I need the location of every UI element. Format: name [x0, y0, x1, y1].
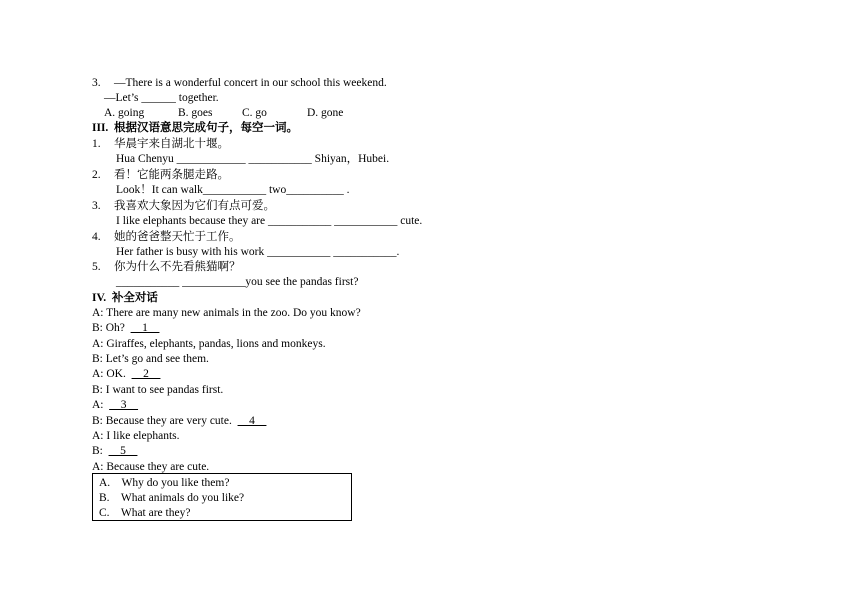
- choice-c: C. What are they?: [99, 507, 191, 519]
- dialogue-blank-3: __3__: [109, 399, 138, 411]
- dialogue-blank-4: __4__: [237, 415, 267, 427]
- s3-item2-number: 2.: [92, 169, 101, 181]
- dialogue-line: [92, 352, 209, 366]
- dialogue-blank-2: __2__: [131, 368, 161, 380]
- q3-option-d: D. gone: [307, 107, 344, 119]
- dialogue-text: B:: [92, 445, 109, 457]
- s3-item5-cn: [92, 260, 241, 274]
- s3-item2-chinese: 看！它能两条腿走路。: [114, 169, 229, 181]
- s3-item1-number: 1.: [92, 138, 101, 150]
- q3-text: —There is a wonderful concert in our school this weekend.: [114, 77, 387, 89]
- dialogue-text: A: OK.: [92, 368, 132, 380]
- s3-item5-number: 5.: [92, 261, 101, 273]
- dialogue-text: A: I like elephants.: [92, 430, 180, 442]
- dialogue-line: [92, 398, 138, 412]
- dialogue-blank-5: __5__: [108, 445, 138, 457]
- s3-item3-chinese: 我喜欢大象因为它们有点可爱。: [114, 200, 275, 212]
- s3-item3-cn: [92, 199, 275, 213]
- dialogue-text: A: There are many new animals in the zoo. Do you know?: [92, 307, 361, 319]
- section4-title: IV. 补全对话: [92, 292, 158, 304]
- s3-item2-cn: [92, 168, 229, 182]
- s3-item2-en: Look！It can walk___________ two__________ .: [116, 184, 350, 196]
- dialogue-text: B: Because they are very cute.: [92, 415, 238, 427]
- q3-option-b: B. goes: [178, 107, 213, 119]
- section3-title: III. 根据汉语意思完成句子，每空一词。: [92, 122, 299, 134]
- dialogue-line: [92, 321, 159, 335]
- dialogue-line: [92, 306, 361, 320]
- q3-options: [104, 106, 343, 120]
- s3-item5-en: ___________ ___________you see the pandas first?: [116, 276, 359, 288]
- s3-item1-cn: [92, 137, 229, 151]
- q3-option-c: C. go: [242, 107, 267, 119]
- s3-item1-en: Hua Chenyu ____________ ___________ Shiyan，Hubei.: [116, 153, 390, 165]
- s3-item4-cn: [92, 230, 241, 244]
- q3-line1: [92, 76, 387, 90]
- dialogue-line: [92, 444, 137, 458]
- dialogue-line: [92, 414, 266, 428]
- dialogue-line: [92, 383, 223, 397]
- choice-b: B. What animals do you like?: [99, 492, 245, 504]
- s3-item4-chinese: 她的爸爸整天忙于工作。: [114, 231, 241, 243]
- dialogue-text: A: Giraffes, elephants, pandas, lions and monkeys.: [92, 338, 326, 350]
- dialogue-line: [92, 429, 180, 443]
- dialogue-line: [92, 460, 209, 474]
- s3-item3-en: I like elephants because they are ___________ ___________ cute.: [116, 215, 423, 227]
- s3-item4-number: 4.: [92, 231, 101, 243]
- dialogue-text: A: Because they are cute.: [92, 461, 210, 473]
- dialogue-line: [92, 337, 326, 351]
- s3-item4-en: Her father is busy with his work ___________ ___________.: [116, 246, 400, 258]
- q3-number: 3.: [92, 77, 101, 89]
- s3-item3-number: 3.: [92, 200, 101, 212]
- dialogue-text: B: Let’s go and see them.: [92, 353, 209, 365]
- choices-box: [92, 473, 352, 521]
- s3-item5-chinese: 你为什么不先看熊猫啊？: [114, 261, 241, 273]
- s3-item1-chinese: 华晨宇来自湖北十堰。: [114, 138, 229, 150]
- q3-line2: —Let’s ______ together.: [104, 92, 219, 104]
- q3-option-a: A. going: [104, 107, 145, 119]
- dialogue-blank-1: __1__: [130, 322, 160, 334]
- choice-a: A. Why do you like them?: [99, 477, 230, 489]
- dialogue-line: [92, 367, 160, 381]
- dialogue-text: B: I want to see pandas first.: [92, 384, 224, 396]
- dialogue-text: B: Oh?: [92, 322, 131, 334]
- dialogue-text: A:: [92, 399, 110, 411]
